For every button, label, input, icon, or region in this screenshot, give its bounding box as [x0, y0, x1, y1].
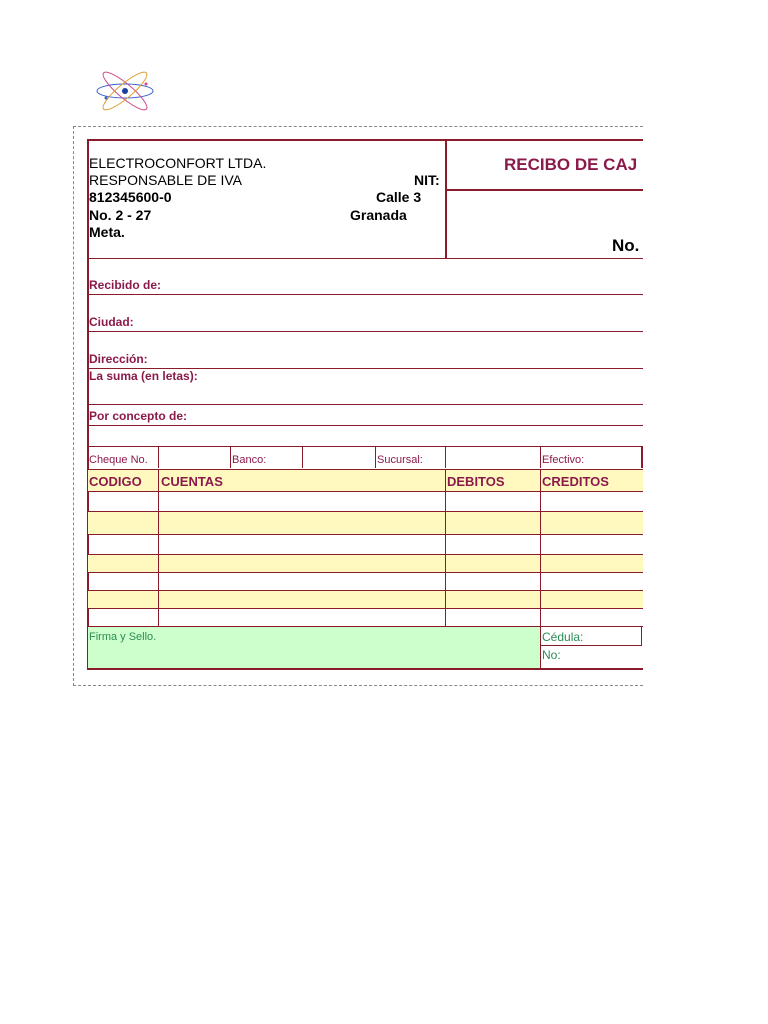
table-row — [88, 591, 643, 608]
company-regime: RESPONSABLE DE IVA — [89, 172, 243, 188]
table-row — [88, 535, 643, 554]
payment-divider — [302, 446, 303, 468]
atom-logo-icon — [94, 70, 156, 112]
id-box — [540, 626, 642, 646]
city-line — [88, 331, 643, 332]
concept-line — [88, 425, 643, 426]
payment-divider — [445, 446, 446, 468]
sum-letters-label: La suma (en letas): — [89, 369, 198, 383]
city-label: Ciudad: — [89, 315, 134, 329]
payment-divider — [375, 446, 376, 468]
concept-label: Por concepto de: — [89, 409, 188, 423]
company-state: Meta. — [89, 224, 125, 240]
nit-label: NIT: — [414, 172, 440, 188]
company-street: Calle 3 — [376, 189, 422, 205]
received-from-label: Recibido de: — [89, 278, 162, 292]
table-row — [88, 555, 643, 572]
table-row — [88, 573, 643, 590]
receipt-number-label: No. — [612, 236, 640, 255]
cash-label: Efectivo: — [542, 454, 585, 466]
company-city: Granada — [350, 207, 407, 223]
divider-header — [88, 258, 643, 259]
payment-divider — [230, 446, 231, 468]
payment-divider — [158, 446, 159, 468]
company-number: No. 2 - 27 — [89, 207, 152, 223]
no-label: No: — [542, 648, 561, 662]
branch-label: Sucursal: — [377, 454, 423, 466]
payment-row-top — [88, 446, 643, 447]
signature-label: Firma y Sello. — [89, 631, 157, 643]
id-label: Cédula: — [542, 630, 584, 644]
sum-letters-line — [88, 404, 643, 405]
column-code: CODIGO — [89, 474, 142, 489]
column-divider — [445, 469, 446, 626]
address-label: Dirección: — [89, 352, 148, 366]
column-accounts: CUENTAS — [161, 474, 223, 489]
payment-divider — [641, 446, 643, 468]
cheque-label: Cheque No. — [89, 454, 148, 466]
bank-label: Banco: — [232, 454, 267, 466]
table-row — [88, 609, 643, 626]
table-row — [88, 492, 643, 511]
company-name: ELECTROCONFORT LTDA. — [89, 155, 267, 171]
nit-value: 812345600-0 — [89, 189, 172, 205]
column-credits: CREDITOS — [542, 474, 609, 489]
payment-divider — [540, 446, 541, 468]
column-divider — [158, 469, 159, 626]
column-debits: DEBITOS — [447, 474, 505, 489]
receipt-title: RECIBO DE CAJ — [504, 155, 638, 174]
table-header-top — [88, 469, 643, 470]
table-row — [88, 512, 643, 534]
received-from-line — [88, 294, 643, 295]
